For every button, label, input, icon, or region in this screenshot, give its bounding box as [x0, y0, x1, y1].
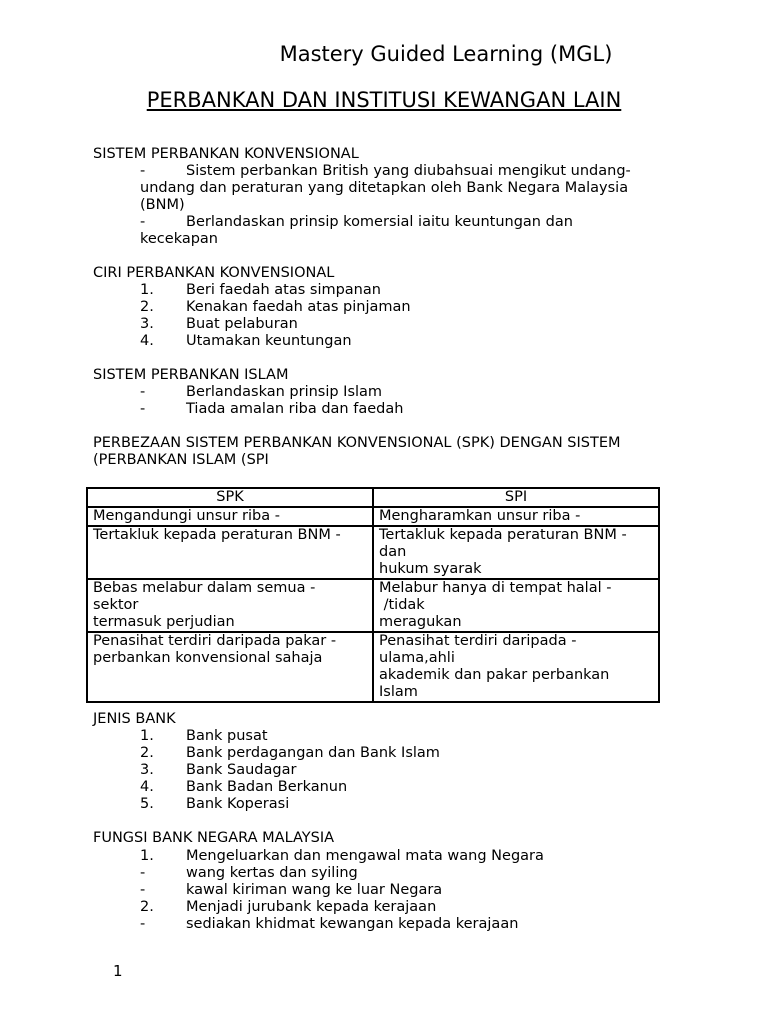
cell-line: Mengharamkan unsur riba - [379, 508, 581, 524]
section-heading-perbezaan: PERBEZAAN SISTEM PERBANKAN KONVENSIONAL (SPK) DENGAN SISTEM [93, 435, 621, 451]
cell-line: Tertakluk kepada peraturan BNM - [379, 527, 627, 543]
list-marker: - [140, 401, 146, 417]
table-cell-spi [373, 579, 659, 632]
table-row [87, 526, 659, 579]
list-marker: 1. [140, 728, 154, 744]
list-marker: 1. [140, 282, 154, 298]
table-row [87, 579, 659, 632]
list-marker: 2. [140, 899, 154, 915]
list-item-text: Bank Badan Berkanun [186, 779, 348, 795]
cell-line: ulama,ahli [379, 650, 455, 666]
table-cell-spk [87, 526, 373, 579]
cell-line: termasuk perjudian [93, 614, 235, 630]
table-cell-spi [373, 632, 659, 702]
list-item-text: Sistem perbankan British yang diubahsuai mengikut undang- [186, 163, 631, 179]
cell-line: /tidak [379, 597, 425, 613]
cell-line: Penasihat terdiri daripada pakar - [93, 633, 337, 649]
cell-line: Mengandungi unsur riba - [93, 508, 280, 524]
cell-line: Tertakluk kepada peraturan BNM - [93, 527, 341, 543]
list-item-text: Tiada amalan riba dan faedah [186, 401, 404, 417]
list-marker: 3. [140, 316, 154, 332]
section-heading-perbezaan-cont: (PERBANKAN ISLAM (SPI [93, 452, 269, 468]
list-item-text: wang kertas dan syiling [186, 865, 358, 881]
table-cell-spk [87, 507, 373, 526]
document-title: Mastery Guided Learning (MGL) [279, 42, 613, 66]
cell-line: perbankan konvensional sahaja [93, 650, 323, 666]
cell-line: Penasihat terdiri daripada - [379, 633, 577, 649]
cell-line: dan [379, 544, 407, 560]
list-item-text: undang dan peraturan yang ditetapkan oleh Bank Negara Malaysia [140, 180, 629, 196]
list-item-text: Menjadi jurubank kepada kerajaan [186, 899, 437, 915]
section-heading-jenis-bank: JENIS BANK [93, 711, 176, 727]
list-item-text: Buat pelaburan [186, 316, 298, 332]
list-item-text: Utamakan keuntungan [186, 333, 352, 349]
list-item-text: Kenakan faedah atas pinjaman [186, 299, 411, 315]
table-cell-spi [373, 507, 659, 526]
list-marker: - [140, 916, 146, 932]
list-item-text: kecekapan [140, 231, 219, 247]
comparison-table [86, 487, 660, 703]
list-item-text: Berlandaskan prinsip komersial iaitu keuntungan dan [186, 214, 573, 230]
list-item-text: Mengeluarkan dan mengawal mata wang Negara [186, 848, 544, 864]
section-heading-fungsi-bnm: FUNGSI BANK NEGARA MALAYSIA [93, 830, 335, 846]
column-header-spi: SPI [373, 488, 659, 507]
cell-line: Melabur hanya di tempat halal - [379, 580, 612, 596]
list-marker: 4. [140, 333, 154, 349]
page-number: 1 [113, 962, 123, 980]
list-marker: - [140, 214, 146, 230]
table-header-row [87, 488, 659, 507]
list-item-text: kawal kiriman wang ke luar Negara [186, 882, 443, 898]
list-item-text: sediakan khidmat kewangan kepada kerajaan [186, 916, 519, 932]
list-item-text: Bank pusat [186, 728, 268, 744]
section-heading-sistem-islam: SISTEM PERBANKAN ISLAM [93, 367, 289, 383]
list-item-text: Bank perdagangan dan Bank Islam [186, 745, 440, 761]
list-item-text: (BNM) [140, 197, 185, 213]
table-cell-spi [373, 526, 659, 579]
list-marker: 5. [140, 796, 154, 812]
table-row [87, 507, 659, 526]
table-cell-spk [87, 579, 373, 632]
cell-line: hukum syarak [379, 561, 482, 577]
cell-line: meragukan [379, 614, 462, 630]
list-marker: 2. [140, 745, 154, 761]
cell-line: sektor [93, 597, 139, 613]
list-item-text: Beri faedah atas simpanan [186, 282, 381, 298]
column-header-spk: SPK [87, 488, 373, 507]
list-item-text: Bank Saudagar [186, 762, 297, 778]
cell-line: Islam [379, 684, 418, 700]
table-row [87, 632, 659, 702]
list-marker: 1. [140, 848, 154, 864]
list-marker: - [140, 882, 146, 898]
list-marker: - [140, 384, 146, 400]
section-heading-ciri-konvensional: CIRI PERBANKAN KONVENSIONAL [93, 265, 335, 281]
list-marker: 3. [140, 762, 154, 778]
document-subtitle: PERBANKAN DAN INSTITUSI KEWANGAN LAIN [146, 88, 622, 112]
cell-line: akademik dan pakar perbankan [379, 667, 610, 683]
list-item-text: Bank Koperasi [186, 796, 290, 812]
cell-line: Bebas melabur dalam semua - [93, 580, 316, 596]
table-cell-spk [87, 632, 373, 702]
list-marker: - [140, 163, 146, 179]
list-marker: - [140, 865, 146, 881]
section-heading-sistem-konvensional: SISTEM PERBANKAN KONVENSIONAL [93, 146, 359, 162]
list-marker: 2. [140, 299, 154, 315]
list-item-text: Berlandaskan prinsip Islam [186, 384, 383, 400]
list-marker: 4. [140, 779, 154, 795]
